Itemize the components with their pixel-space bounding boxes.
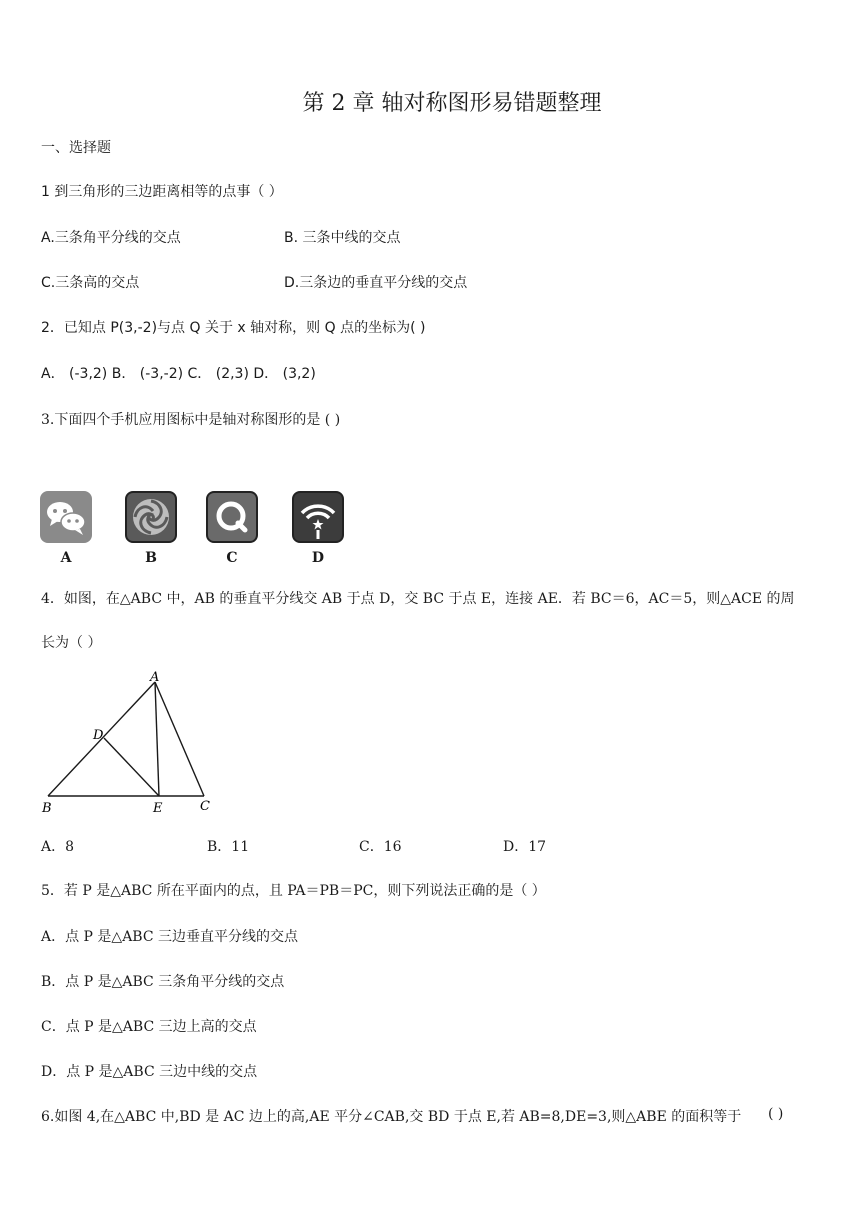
q4-stem-line1: 4．如图，在△ABC 中，AB 的垂直平分线交 AB 于点 D，交 BC 于点 E，连接 AE．若 BC＝6，AC＝5，则△ACE 的周 — [41, 591, 795, 607]
q1-stem: 1 到三角形的三边距离相等的点事（ ） — [41, 184, 283, 200]
signal-star-icon — [292, 491, 344, 543]
q1-option-c: C.三条高的交点 — [41, 275, 140, 291]
icon-label-c: C — [226, 550, 238, 566]
search-q-icon — [206, 491, 258, 543]
q5-option-a: A．点 P 是△ABC 三边垂直平分线的交点 — [41, 929, 299, 945]
q4-option-a: A．8 — [41, 839, 75, 855]
icon-label-b: B — [145, 550, 157, 566]
q3-stem: 3.下面四个手机应用图标中是轴对称图形的是 ( ) — [41, 412, 341, 428]
q5-option-b: B．点 P 是△ABC 三条角平分线的交点 — [41, 974, 285, 990]
q5-option-c: C．点 P 是△ABC 三边上高的交点 — [41, 1019, 257, 1035]
q1-option-a: A.三条角平分线的交点 — [41, 230, 181, 246]
app-icons-row — [40, 491, 360, 571]
point-label-d: D — [93, 728, 104, 743]
q6-stem: 6.如图 4,在△ABC 中,BD 是 AC 边上的高,AE 平分∠CAB,交 BD 于点 E,若 AB=8,DE=3,则△ABE 的面积等于 — [41, 1109, 742, 1125]
q4-stem-line2: 长为（ ） — [41, 635, 102, 651]
q4-option-d: D．17 — [503, 839, 547, 855]
point-label-e: E — [153, 801, 163, 816]
point-label-c: C — [200, 799, 210, 814]
swirl-icon — [125, 491, 177, 543]
triangle-figure — [38, 668, 228, 818]
page-title: 第 2 章 轴对称图形易错题整理 — [302, 91, 602, 116]
q1-option-b: B. 三条中线的交点 — [284, 230, 401, 246]
section-heading: 一、选择题 — [41, 140, 111, 156]
q5-stem: 5．若 P 是△ABC 所在平面内的点，且 PA＝PB＝PC，则下列说法正确的是（ ） — [41, 883, 546, 899]
q4-option-b: B．11 — [207, 839, 250, 855]
q5-option-d: D．点 P 是△ABC 三边中线的交点 — [41, 1064, 258, 1080]
q2-options: A． (-3,2) B． (-3,-2) C． (2,3) D． (3,2) — [41, 366, 316, 382]
chat-bubbles-icon — [40, 491, 92, 543]
point-label-a: A — [150, 670, 160, 685]
point-label-b: B — [42, 801, 52, 816]
q4-option-c: C．16 — [359, 839, 402, 855]
q1-option-d: D.三条边的垂直平分线的交点 — [284, 275, 468, 291]
q6-answer-paren: ( ) — [768, 1106, 784, 1122]
icon-label-a: A — [60, 550, 72, 566]
icon-label-d: D — [311, 550, 325, 566]
q2-stem: 2．已知点 P(3,-2)与点 Q 关于 x 轴对称，则 Q 点的坐标为( ) — [41, 320, 426, 336]
